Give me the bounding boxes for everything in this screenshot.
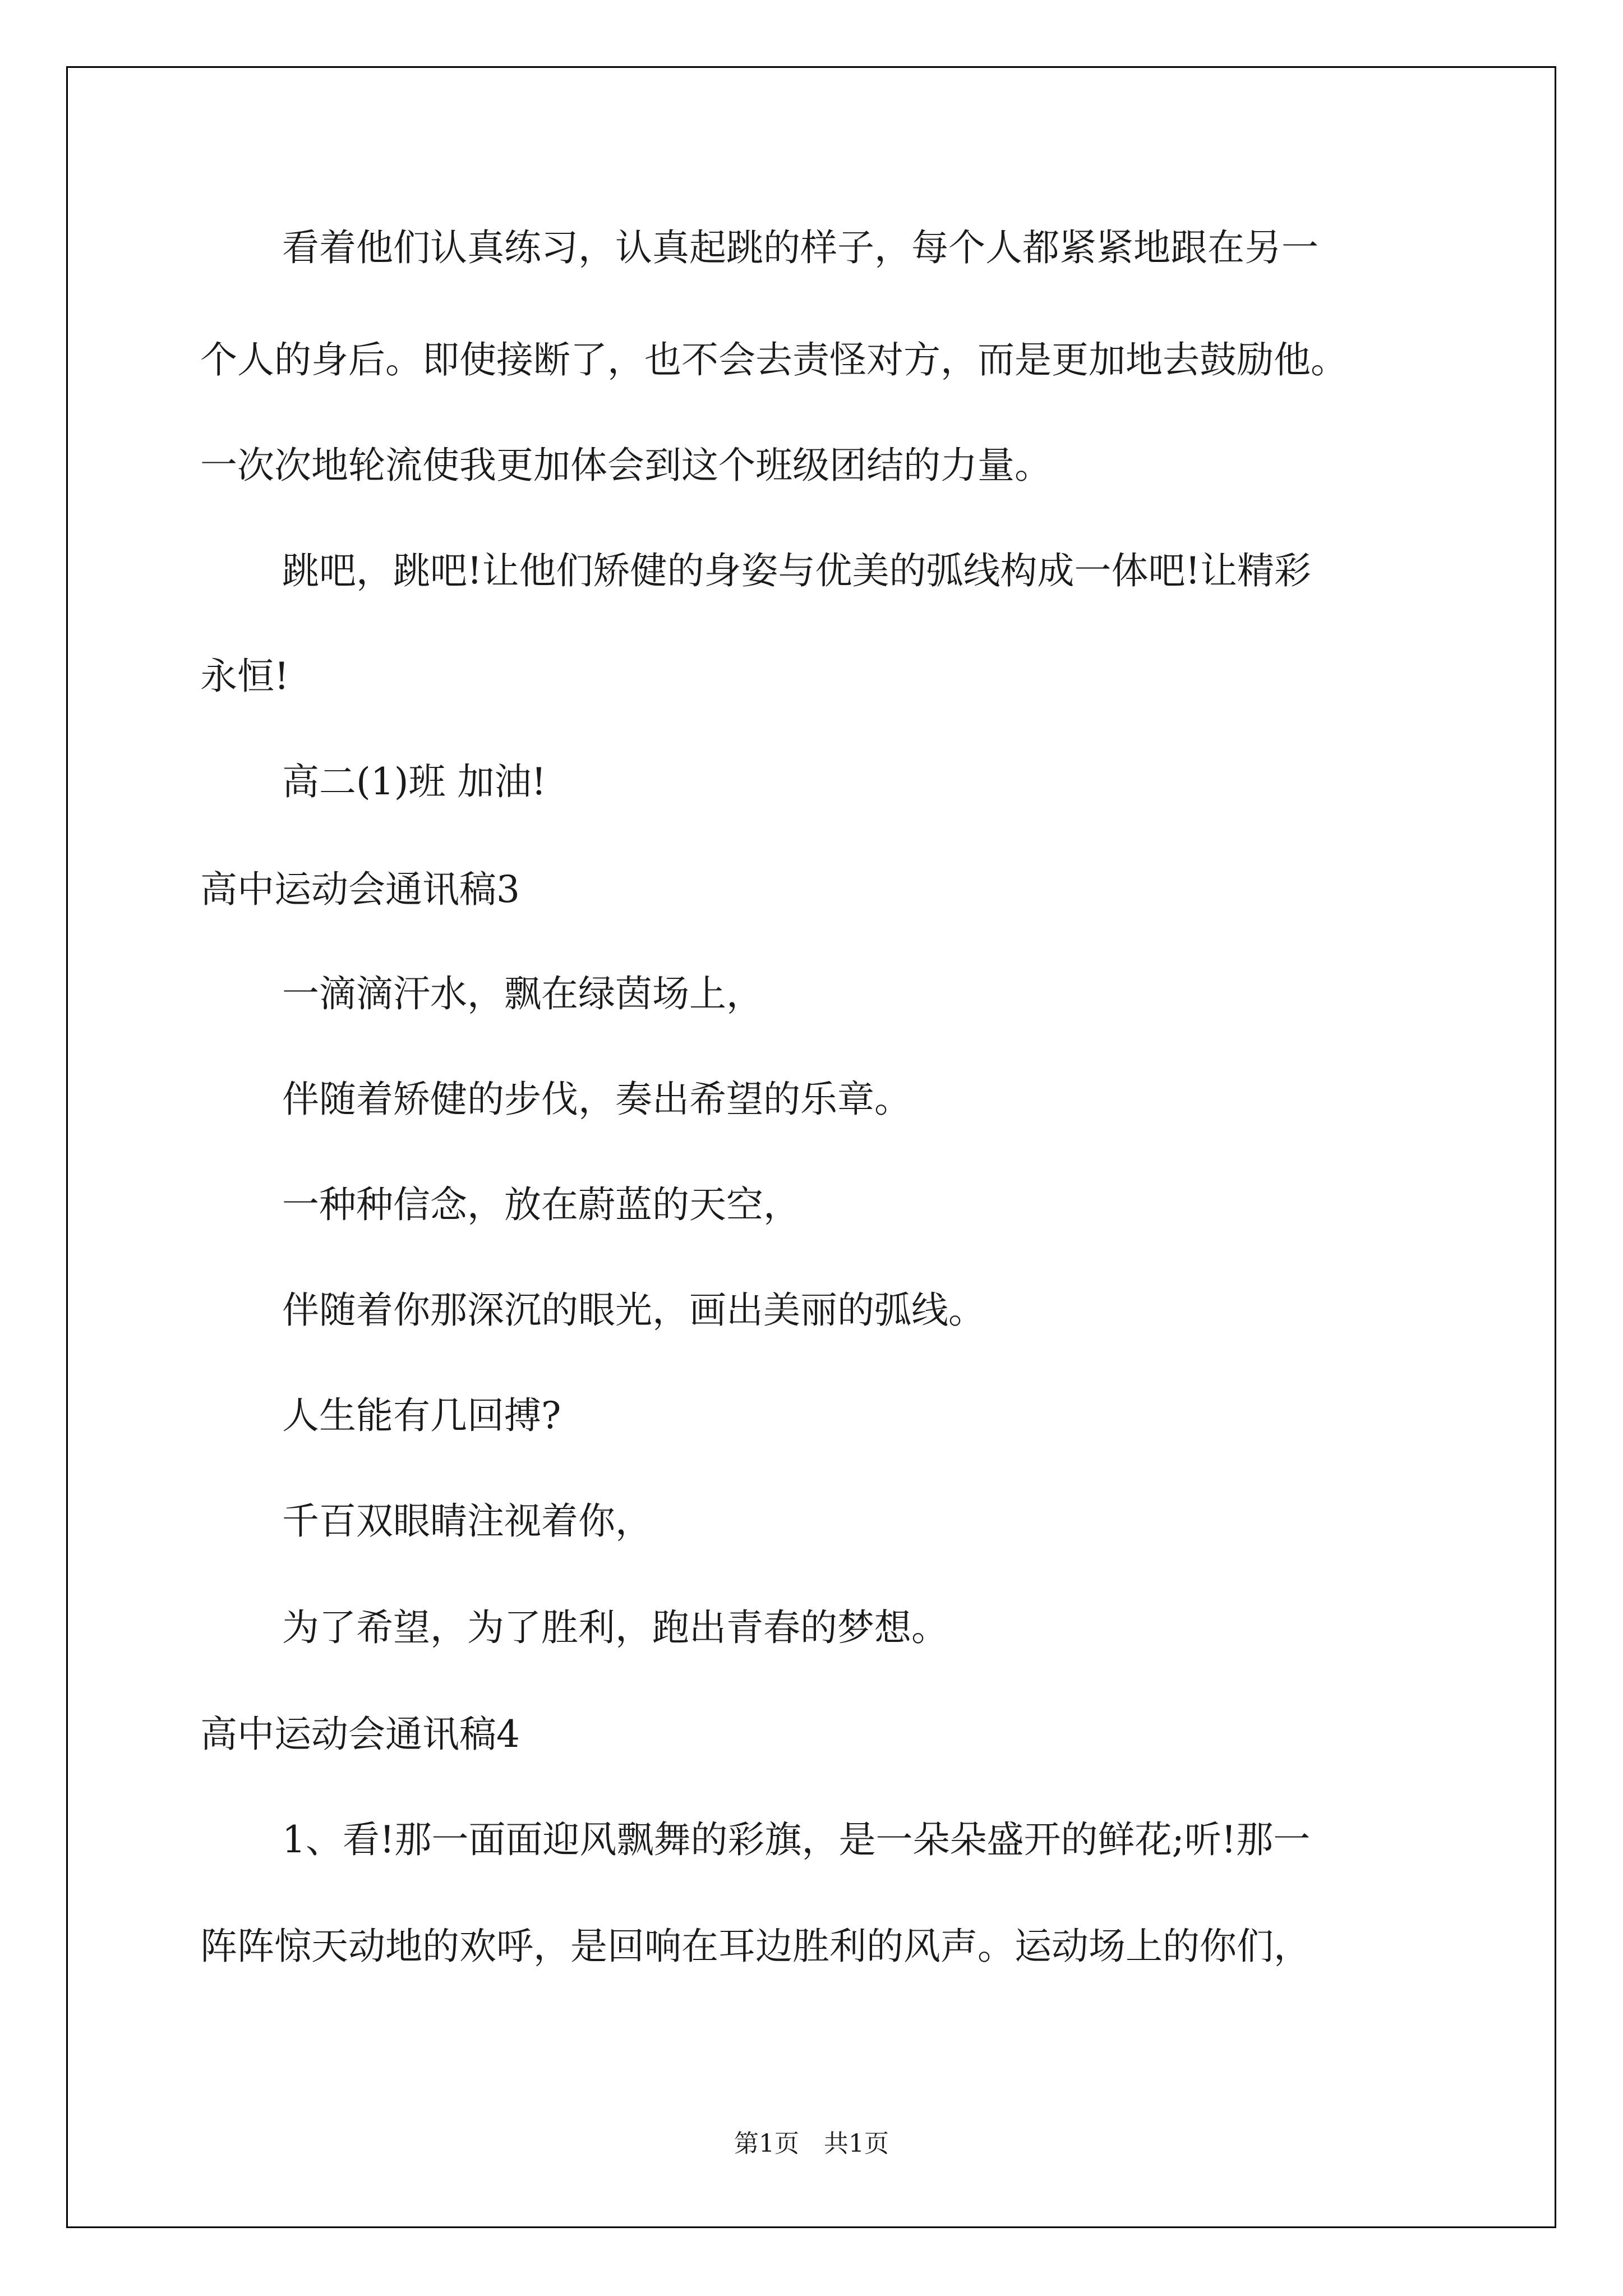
paragraph-line: 永恒!: [200, 655, 289, 698]
paragraph-line: 看着他们认真练习，认真起跳的样子，每个人都紧紧地跟在另一: [282, 226, 1318, 269]
paragraph-line: 阵阵惊天动地的欢呼，是回响在耳边胜利的风声。运动场上的你们，: [200, 1925, 1311, 1968]
paragraph-line: 跳吧，跳吧!让他们矫健的身姿与优美的弧线构成一体吧!让精彩: [282, 549, 1312, 592]
paragraph-line: 高二(1)班 加油!: [282, 760, 546, 803]
section-heading: 高中运动会通讯稿3: [200, 868, 520, 911]
verse-line: 千百双眼睛注视着你，: [282, 1499, 652, 1543]
verse-line: 伴随着你那深沉的眼光，画出美丽的弧线。: [282, 1289, 985, 1332]
verse-line: 为了希望，为了胜利，跑出青春的梦想。: [282, 1606, 948, 1649]
paragraph-line: 一次次地轮流使我更加体会到这个班级团结的力量。: [200, 444, 1052, 487]
page-number: 第1页 共1页: [734, 2129, 889, 2158]
section-heading: 高中运动会通讯稿4: [200, 1713, 520, 1756]
paragraph-line: 个人的身后。即使接断了，也不会去责怪对方，而是更加地去鼓励他。: [200, 338, 1348, 381]
verse-line: 人生能有几回搏?: [282, 1394, 561, 1437]
verse-line: 伴随着矫健的步伐，奏出希望的乐章。: [282, 1078, 911, 1121]
paragraph-line: 1、看!那一面面迎风飘舞的彩旗，是一朵朵盛开的鲜花;听!那一: [282, 1818, 1311, 1861]
verse-line: 一种种信念，放在蔚蓝的天空，: [282, 1183, 800, 1226]
verse-line: 一滴滴汗水，飘在绿茵场上，: [282, 972, 763, 1015]
